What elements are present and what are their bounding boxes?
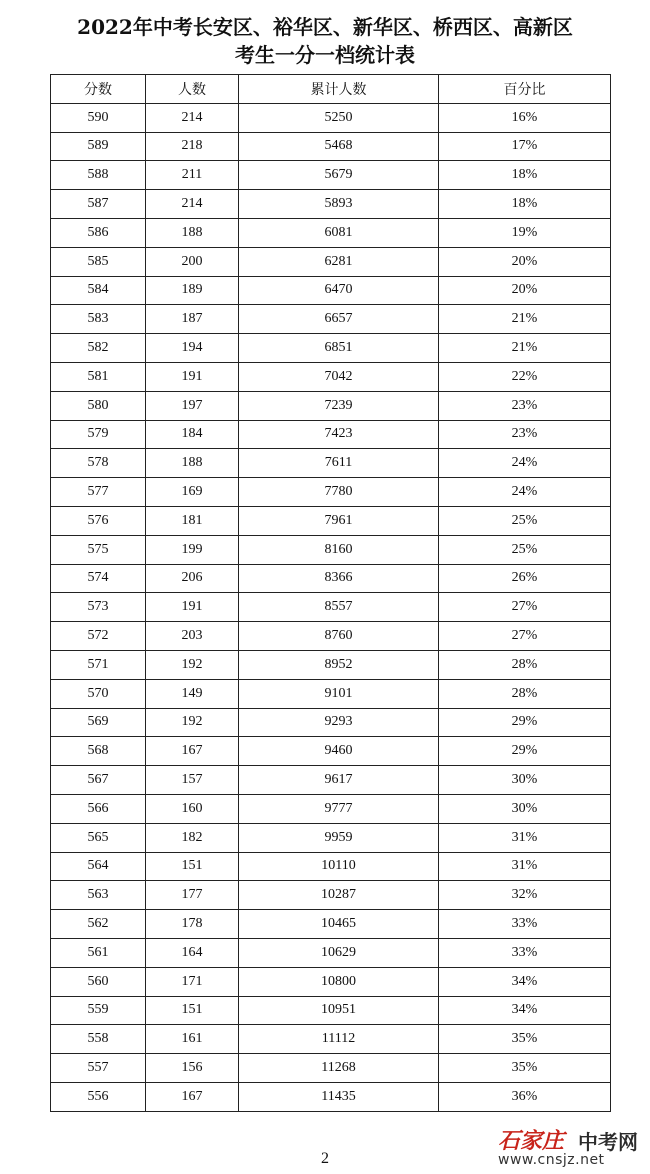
cell-percent: 22%: [439, 362, 611, 391]
cell-percent: 16%: [439, 103, 611, 132]
cell-score: 579: [51, 420, 146, 449]
cell-count: 191: [146, 593, 239, 622]
cell-count: 189: [146, 276, 239, 305]
cell-cumulative: 6851: [239, 334, 439, 363]
cell-score: 581: [51, 362, 146, 391]
table-row: [51, 190, 611, 219]
header-count: 人数: [146, 75, 239, 104]
cell-percent: 24%: [439, 449, 611, 478]
cell-cumulative: 10800: [239, 967, 439, 996]
cell-count: 218: [146, 132, 239, 161]
cell-count: 206: [146, 564, 239, 593]
cell-cumulative: 9293: [239, 708, 439, 737]
cell-count: 182: [146, 823, 239, 852]
cell-count: 156: [146, 1054, 239, 1083]
table-row: [51, 1054, 611, 1083]
cell-cumulative: 10951: [239, 996, 439, 1025]
table-row: [51, 564, 611, 593]
header-score: 分数: [51, 75, 146, 104]
cell-percent: 32%: [439, 881, 611, 910]
cell-score: 566: [51, 794, 146, 823]
cell-score: 571: [51, 650, 146, 679]
cell-cumulative: 9959: [239, 823, 439, 852]
cell-percent: 35%: [439, 1025, 611, 1054]
cell-score: 583: [51, 305, 146, 334]
table-row: [51, 881, 611, 910]
cell-score: 569: [51, 708, 146, 737]
table-row: [51, 132, 611, 161]
table-row: [51, 794, 611, 823]
table-row: [51, 334, 611, 363]
cell-score: 559: [51, 996, 146, 1025]
table-row: [51, 737, 611, 766]
cell-count: 171: [146, 967, 239, 996]
cell-score: 556: [51, 1082, 146, 1111]
table-body: [51, 103, 611, 1111]
table-row: [51, 823, 611, 852]
cell-score: 564: [51, 852, 146, 881]
cell-cumulative: 6081: [239, 218, 439, 247]
table-row: [51, 420, 611, 449]
cell-cumulative: 9460: [239, 737, 439, 766]
cell-score: 584: [51, 276, 146, 305]
cell-count: 191: [146, 362, 239, 391]
cell-count: 181: [146, 506, 239, 535]
table-row: [51, 708, 611, 737]
watermark-brand: 石家庄: [498, 1128, 565, 1154]
cell-percent: 20%: [439, 247, 611, 276]
cell-percent: 23%: [439, 391, 611, 420]
cell-cumulative: 8760: [239, 622, 439, 651]
table-row: [51, 938, 611, 967]
cell-cumulative: 9617: [239, 766, 439, 795]
table-row: [51, 276, 611, 305]
cell-score: 578: [51, 449, 146, 478]
cell-count: 177: [146, 881, 239, 910]
page-number: 2: [321, 1150, 329, 1167]
cell-count: 192: [146, 650, 239, 679]
cell-count: 214: [146, 103, 239, 132]
cell-count: 203: [146, 622, 239, 651]
table-row: [51, 218, 611, 247]
cell-cumulative: 8366: [239, 564, 439, 593]
cell-percent: 25%: [439, 506, 611, 535]
watermark-name: 中考网: [578, 1130, 638, 1154]
cell-count: 178: [146, 910, 239, 939]
cell-score: 570: [51, 679, 146, 708]
cell-cumulative: 7961: [239, 506, 439, 535]
cell-percent: 21%: [439, 305, 611, 334]
cell-count: 200: [146, 247, 239, 276]
cell-cumulative: 5893: [239, 190, 439, 219]
cell-percent: 30%: [439, 766, 611, 795]
cell-count: 197: [146, 391, 239, 420]
cell-percent: 36%: [439, 1082, 611, 1111]
document-title-line1: 2022年中考长安区、裕华区、新华区、桥西区、高新区: [77, 15, 573, 39]
table-row: [51, 967, 611, 996]
table-row: [51, 506, 611, 535]
cell-cumulative: 10465: [239, 910, 439, 939]
cell-percent: 34%: [439, 967, 611, 996]
cell-score: 563: [51, 881, 146, 910]
cell-count: 211: [146, 161, 239, 190]
cell-cumulative: 7042: [239, 362, 439, 391]
cell-percent: 20%: [439, 276, 611, 305]
cell-count: 194: [146, 334, 239, 363]
table-row: [51, 1025, 611, 1054]
cell-score: 580: [51, 391, 146, 420]
cell-count: 167: [146, 1082, 239, 1111]
cell-count: 167: [146, 737, 239, 766]
cell-cumulative: 11435: [239, 1082, 439, 1111]
cell-cumulative: 7780: [239, 478, 439, 507]
cell-score: 572: [51, 622, 146, 651]
cell-score: 577: [51, 478, 146, 507]
cell-score: 567: [51, 766, 146, 795]
cell-cumulative: 10629: [239, 938, 439, 967]
cell-score: 586: [51, 218, 146, 247]
cell-score: 573: [51, 593, 146, 622]
cell-score: 562: [51, 910, 146, 939]
table-row: [51, 535, 611, 564]
cell-percent: 27%: [439, 593, 611, 622]
table-row: [51, 910, 611, 939]
cell-score: 576: [51, 506, 146, 535]
cell-cumulative: 7239: [239, 391, 439, 420]
cell-cumulative: 5679: [239, 161, 439, 190]
cell-cumulative: 11268: [239, 1054, 439, 1083]
table-row: [51, 103, 611, 132]
cell-cumulative: 5250: [239, 103, 439, 132]
cell-percent: 30%: [439, 794, 611, 823]
cell-count: 157: [146, 766, 239, 795]
cell-score: 590: [51, 103, 146, 132]
header-percent: 百分比: [439, 75, 611, 104]
table-row: [51, 478, 611, 507]
cell-percent: 35%: [439, 1054, 611, 1083]
cell-percent: 29%: [439, 737, 611, 766]
cell-cumulative: 7423: [239, 420, 439, 449]
cell-percent: 29%: [439, 708, 611, 737]
cell-percent: 28%: [439, 679, 611, 708]
cell-score: 557: [51, 1054, 146, 1083]
table-header-row: [51, 75, 611, 104]
cell-percent: 28%: [439, 650, 611, 679]
cell-count: 188: [146, 449, 239, 478]
cell-percent: 34%: [439, 996, 611, 1025]
cell-count: 214: [146, 190, 239, 219]
cell-cumulative: 6657: [239, 305, 439, 334]
cell-score: 575: [51, 535, 146, 564]
cell-percent: 26%: [439, 564, 611, 593]
cell-count: 188: [146, 218, 239, 247]
watermark-url: www.cnsjz.net: [498, 1152, 605, 1168]
table-row: [51, 650, 611, 679]
cell-percent: 23%: [439, 420, 611, 449]
cell-score: 565: [51, 823, 146, 852]
cell-percent: 18%: [439, 190, 611, 219]
cell-percent: 33%: [439, 910, 611, 939]
table-row: [51, 1082, 611, 1111]
cell-score: 561: [51, 938, 146, 967]
cell-score: 574: [51, 564, 146, 593]
cell-count: 151: [146, 852, 239, 881]
table-row: [51, 305, 611, 334]
cell-cumulative: 9777: [239, 794, 439, 823]
cell-cumulative: 7611: [239, 449, 439, 478]
cell-percent: 17%: [439, 132, 611, 161]
cell-percent: 24%: [439, 478, 611, 507]
table-row: [51, 593, 611, 622]
table-row: [51, 391, 611, 420]
cell-score: 587: [51, 190, 146, 219]
cell-score: 588: [51, 161, 146, 190]
table-row: [51, 362, 611, 391]
cell-percent: 31%: [439, 823, 611, 852]
table-row: [51, 622, 611, 651]
cell-score: 589: [51, 132, 146, 161]
table-row: [51, 766, 611, 795]
cell-cumulative: 6470: [239, 276, 439, 305]
cell-cumulative: 6281: [239, 247, 439, 276]
watermark-logo: [492, 1124, 642, 1172]
cell-score: 558: [51, 1025, 146, 1054]
table-row: [51, 852, 611, 881]
cell-count: 169: [146, 478, 239, 507]
document-title-line2: 考生一分一档统计表: [235, 43, 415, 67]
cell-percent: 25%: [439, 535, 611, 564]
cell-count: 199: [146, 535, 239, 564]
cell-cumulative: 8557: [239, 593, 439, 622]
cell-cumulative: 9101: [239, 679, 439, 708]
table-row: [51, 161, 611, 190]
cell-cumulative: 5468: [239, 132, 439, 161]
cell-score: 568: [51, 737, 146, 766]
cell-cumulative: 8952: [239, 650, 439, 679]
header-cumulative: 累计人数: [239, 75, 439, 104]
table-row: [51, 679, 611, 708]
cell-score: 560: [51, 967, 146, 996]
score-distribution-table: [50, 74, 611, 1112]
cell-count: 164: [146, 938, 239, 967]
table-row: [51, 247, 611, 276]
cell-percent: 27%: [439, 622, 611, 651]
cell-count: 192: [146, 708, 239, 737]
cell-percent: 31%: [439, 852, 611, 881]
cell-percent: 18%: [439, 161, 611, 190]
cell-cumulative: 10110: [239, 852, 439, 881]
cell-count: 149: [146, 679, 239, 708]
cell-percent: 21%: [439, 334, 611, 363]
table-row: [51, 449, 611, 478]
cell-score: 582: [51, 334, 146, 363]
cell-cumulative: 8160: [239, 535, 439, 564]
cell-percent: 33%: [439, 938, 611, 967]
cell-cumulative: 10287: [239, 881, 439, 910]
cell-count: 187: [146, 305, 239, 334]
cell-count: 151: [146, 996, 239, 1025]
cell-count: 160: [146, 794, 239, 823]
cell-count: 184: [146, 420, 239, 449]
cell-score: 585: [51, 247, 146, 276]
cell-percent: 19%: [439, 218, 611, 247]
cell-count: 161: [146, 1025, 239, 1054]
table-row: [51, 996, 611, 1025]
cell-cumulative: 11112: [239, 1025, 439, 1054]
